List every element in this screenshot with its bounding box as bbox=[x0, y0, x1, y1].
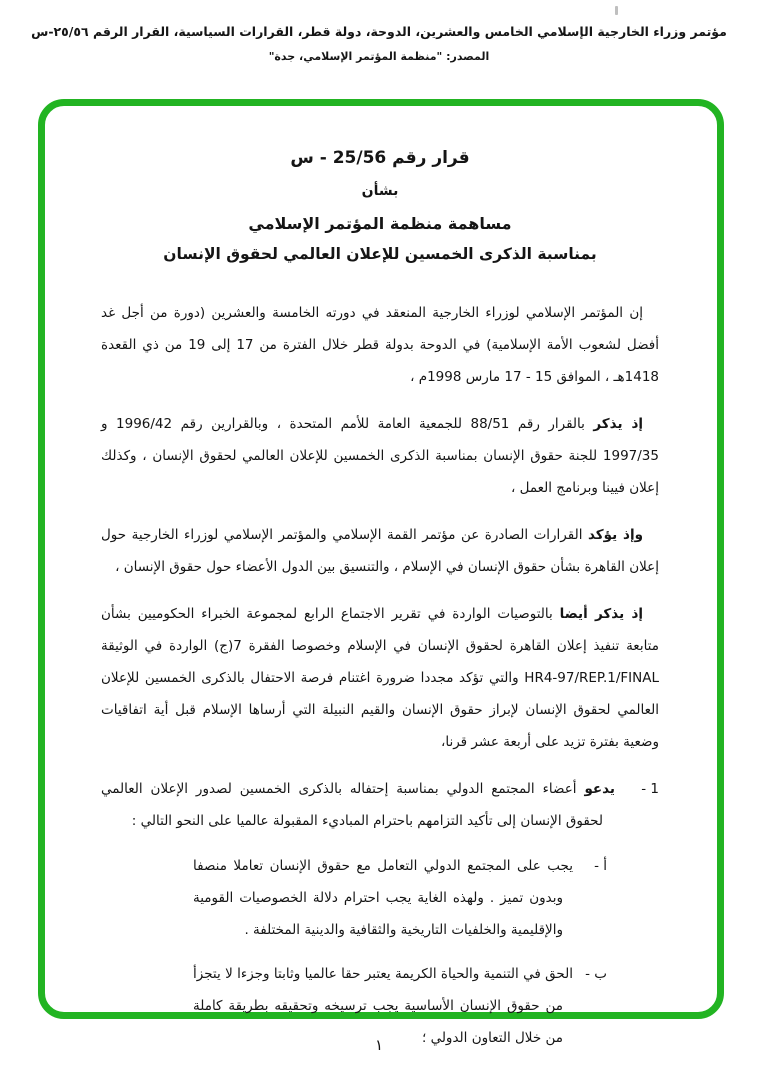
paragraph-text: بالقرار رقم 88/51 للجمعية العامة للأمم المتحدة ، وبالقرارين رقم 1996/42 و 1997/35 للجنة حقوق الإنسان بمناسبة الذكرى الخمسين للإعلان العالمي لحقوق الإنسان ، وكذلك إعلان فيينا وبرنامج العمل ، bbox=[101, 416, 659, 496]
preamble-paragraph bbox=[101, 297, 659, 393]
subitem-marker: أ - bbox=[594, 858, 607, 874]
page-number: ١ bbox=[374, 1036, 384, 1054]
resolution-title-block bbox=[101, 148, 659, 263]
preamble-paragraph bbox=[101, 408, 659, 504]
paragraph-lead: وإذ يؤكد bbox=[587, 527, 643, 543]
green-border-frame bbox=[38, 99, 724, 1046]
resolution-subject-line1: مساهمة منظمة المؤتمر الإسلامي bbox=[248, 214, 512, 233]
document-body bbox=[45, 106, 717, 1054]
preamble-paragraph bbox=[101, 598, 659, 758]
paragraph-lead: إذ يذكر bbox=[593, 416, 643, 432]
subitem-marker: ب - bbox=[585, 966, 607, 982]
preamble-section bbox=[101, 297, 659, 1054]
paragraph-text: إن المؤتمر الإسلامي لوزراء الخارجية المنعقد في دورته الخامسة والعشرين (دورة من أجل غد أفضل لشعوب الأمة الإسلامية) في الدوحة بدولة قطر خلال الفترة من 17 إلى 19 من ذي القعدة 1418هـ ، الموافق 15 - 17 مارس 1998م ، bbox=[101, 305, 659, 385]
conference-reference-line: مؤتمر وزراء الخارجية الإسلامي الخامس والعشرين، الدوحة، دولة قطر، القرارات السياسية، القرار الرقم ٢٥/٥٦-س bbox=[31, 24, 727, 39]
subitem-text: الحق في التنمية والحياة الكريمة يعتبر حقا عالميا وثابتا وجزءا لا يتجزأ من حقوق الإنسان الأساسية يجب ترسيخه وتحقيقه بطريقة كاملة من خلال التعاون الدولي ؛ bbox=[193, 966, 573, 1046]
resolution-number-title: قرار رقم 25/56 - س bbox=[290, 148, 470, 168]
paragraph-lead: إذ يذكر أيضا bbox=[559, 606, 644, 622]
paragraph-text: القرارات الصادرة عن مؤتمر القمة الإسلامي والمؤتمر الإسلامي لوزراء الخارجية حول إعلان القاهرة بشأن حقوق الإنسان في الإسلام ، والتنسيق بين الدول الأعضاء حول حقوق الإنسان ، bbox=[101, 527, 659, 575]
subject-label: بشأن bbox=[361, 183, 399, 199]
operative-clause-1 bbox=[101, 773, 659, 837]
source-line: المصدر: "منظمة المؤتمر الإسلامي، جدة" bbox=[268, 50, 490, 63]
resolution-subject-line2: بمناسبة الذكرى الخمسين للإعلان العالمي لحقوق الإنسان bbox=[163, 245, 597, 263]
clause-number: 1 - bbox=[641, 781, 659, 797]
paragraph-text: بالتوصيات الواردة في تقرير الاجتماع الرابع لمجموعة الخبراء الحكوميين بشأن متابعة تنفيذ إعلان القاهرة لحقوق الإنسان في الإسلام وخصوصا الفقرة 7(ج) الواردة في الوثيقة HR4-97/REP.1/FINAL والتي تؤكد مجددا ضرورة اغتنام فرصة الاحتفال بالذكرى الخمسين للإعلان العالمي لحقوق الإنسان لإبراز حقوق الإنسان والقيم النبيلة التي أرساها الإسلام قبل أية اتفاقيات وضعية بفترة تزيد على أربعة عشر قرنا، bbox=[101, 606, 659, 750]
subitem-a bbox=[193, 850, 607, 946]
scan-artifact-mark bbox=[615, 6, 618, 15]
clause-lead: يدعو bbox=[584, 781, 615, 797]
document-header bbox=[0, 24, 758, 63]
clause-text: أعضاء المجتمع الدولي بمناسبة إحتفاله بالذكرى الخمسين لصدور الإعلان العالمي لحقوق الإنسان إلى تأكيد التزامهم باحترام المباديء المقبولة عالميا على النحو التالي : bbox=[101, 781, 603, 829]
subitem-text: يجب على المجتمع الدولي التعامل مع حقوق الإنسان تعاملا منصفا وبدون تميز . ولهذه الغاية يجب احترام دلالة الخصوصيات القومية والإقليمية والخلفيات التاريخية والثقافية والدينية المختلفة . bbox=[193, 858, 573, 938]
preamble-paragraph bbox=[101, 519, 659, 583]
